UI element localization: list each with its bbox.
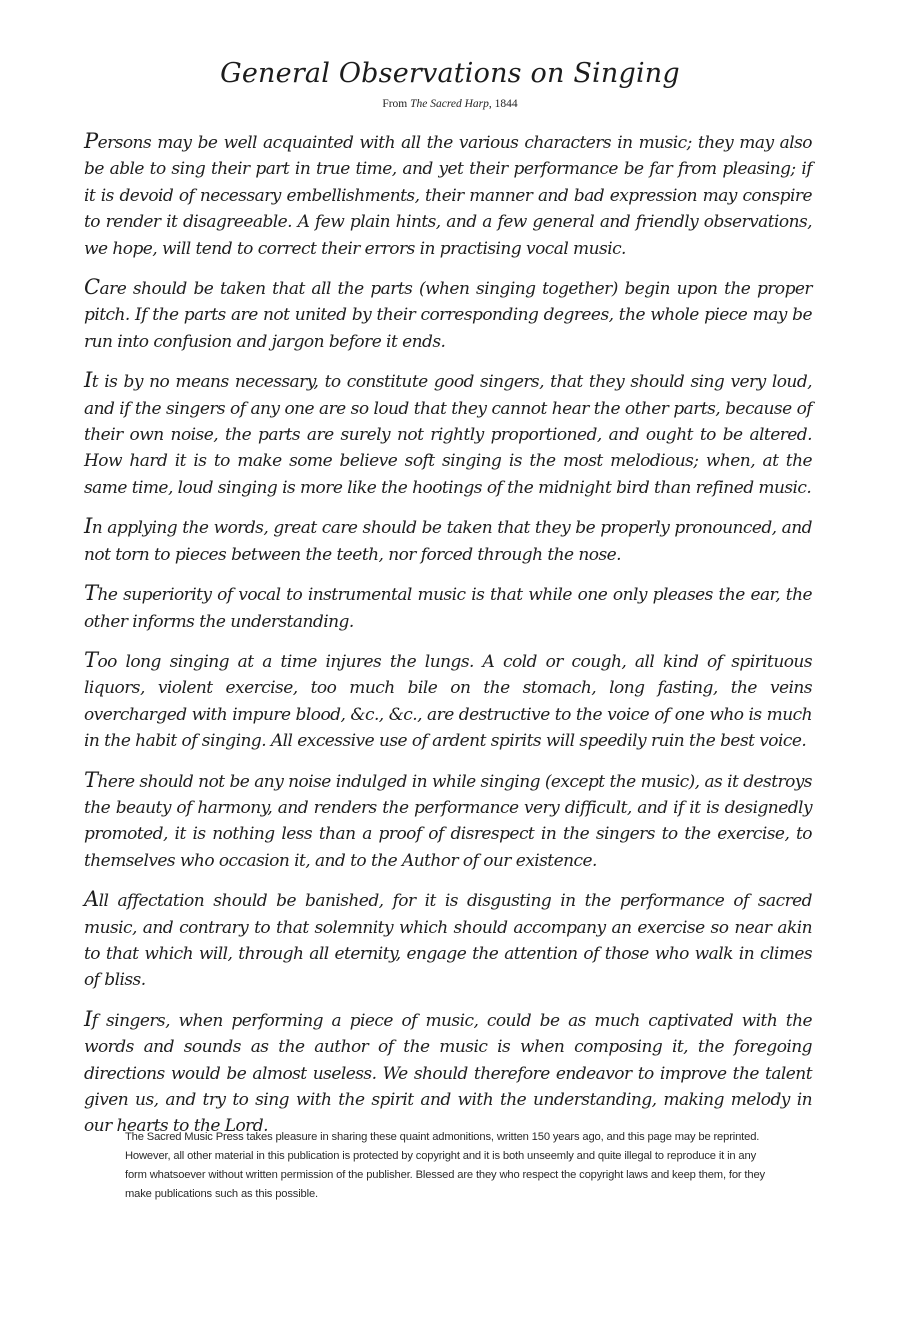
paragraph-2: Care should be taken that all the parts (when singing together) begin upon the proper pitch. If the parts are not united by their corresponding degrees, the whole piece may be run into confusion and jargon before it ends. [84, 275, 812, 352]
source-line [0, 98, 900, 110]
source-year: , 1844 [488, 98, 518, 110]
paragraph-9: If singers, when performing a piece of music, could be as much captivated with the words and sounds as the author of the music is when composing it, the foregoing directions would be almost useless. We should therefore endeavor to improve the talent given us, and try to sing with the spirit and with the understanding, making melody in our hearts to the Lord. [84, 1006, 812, 1137]
paragraph-6: Too long singing at a time injures the lungs. A cold or cough, all kind of spirituous liquors, violent exercise, too much bile on the stomach, long fasting, the veins overcharged with impure blood, &c., &c., are destructive to the voice of one who is much in the habit of singing. All excessive use of ardent spirits will speedily ruin the best voice. [84, 647, 812, 752]
source-prefix: From [382, 98, 411, 110]
paragraph-3: It is by no means necessary, to constitute good singers, that they should sing very loud, and if the singers of any one are so loud that they cannot hear the other parts, because of their own noise, the parts are surely not rightly proportioned, and ought to be altered. How hard it is to make some believe soft singing is the most melodious; when, at the same time, loud singing is more like the hootings of the midnight bird than refined music. [84, 368, 812, 498]
paragraph-1: Persons may be well acquainted with all the various characters in music; they may also be able to sing their part in true time, and yet their performance be far from pleasing; if it is devoid of necessary embellishments, their manner and bad expression may conspire to render it disagreeable. A few plain hints, and a few general and friendly observations, we hope, will tend to correct their errors in practising vocal music. [84, 129, 812, 259]
paragraph-8: All affectation should be banished, for it is disgusting in the performance of sacred music, and contrary to that solemnity which should accompany an exercise so near akin to that which will, through all eternity, engage the attention of those who walk in climes of bliss. [84, 887, 812, 991]
paragraph-4: In applying the words, great care should be taken that they be properly pronounced, and not torn to pieces between the teeth, nor forced through the nose. [84, 514, 812, 565]
paragraph-5: The superiority of vocal to instrumental music is that while one only pleases the ear, the other informs the understanding. [84, 581, 812, 632]
body-text [84, 128, 812, 1152]
copyright-notice: The Sacred Music Press takes pleasure in sharing these quaint admonitions, written 150 years ago, and this page may be reprinted. However, all other material in this publication is protected by copyright and it is both unseemly and quite illegal to reproduce it in any form whatsoever without written permission of the publisher. Blessed are they who respect the copyright laws and keep them, for they make publications such as this possible. [125, 1131, 765, 1200]
source-book: The Sacred Harp [410, 98, 489, 110]
page-title: General Observations on Singing [220, 58, 680, 89]
paragraph-7: There should not be any noise indulged in while singing (except the music), as it destroys the beauty of harmony, and renders the performance very difficult, and if it is designedly promoted, it is nothing less than a proof of disrespect in the singers to the exercise, to themselves who occasion it, and to the Author of our existence. [84, 767, 812, 871]
